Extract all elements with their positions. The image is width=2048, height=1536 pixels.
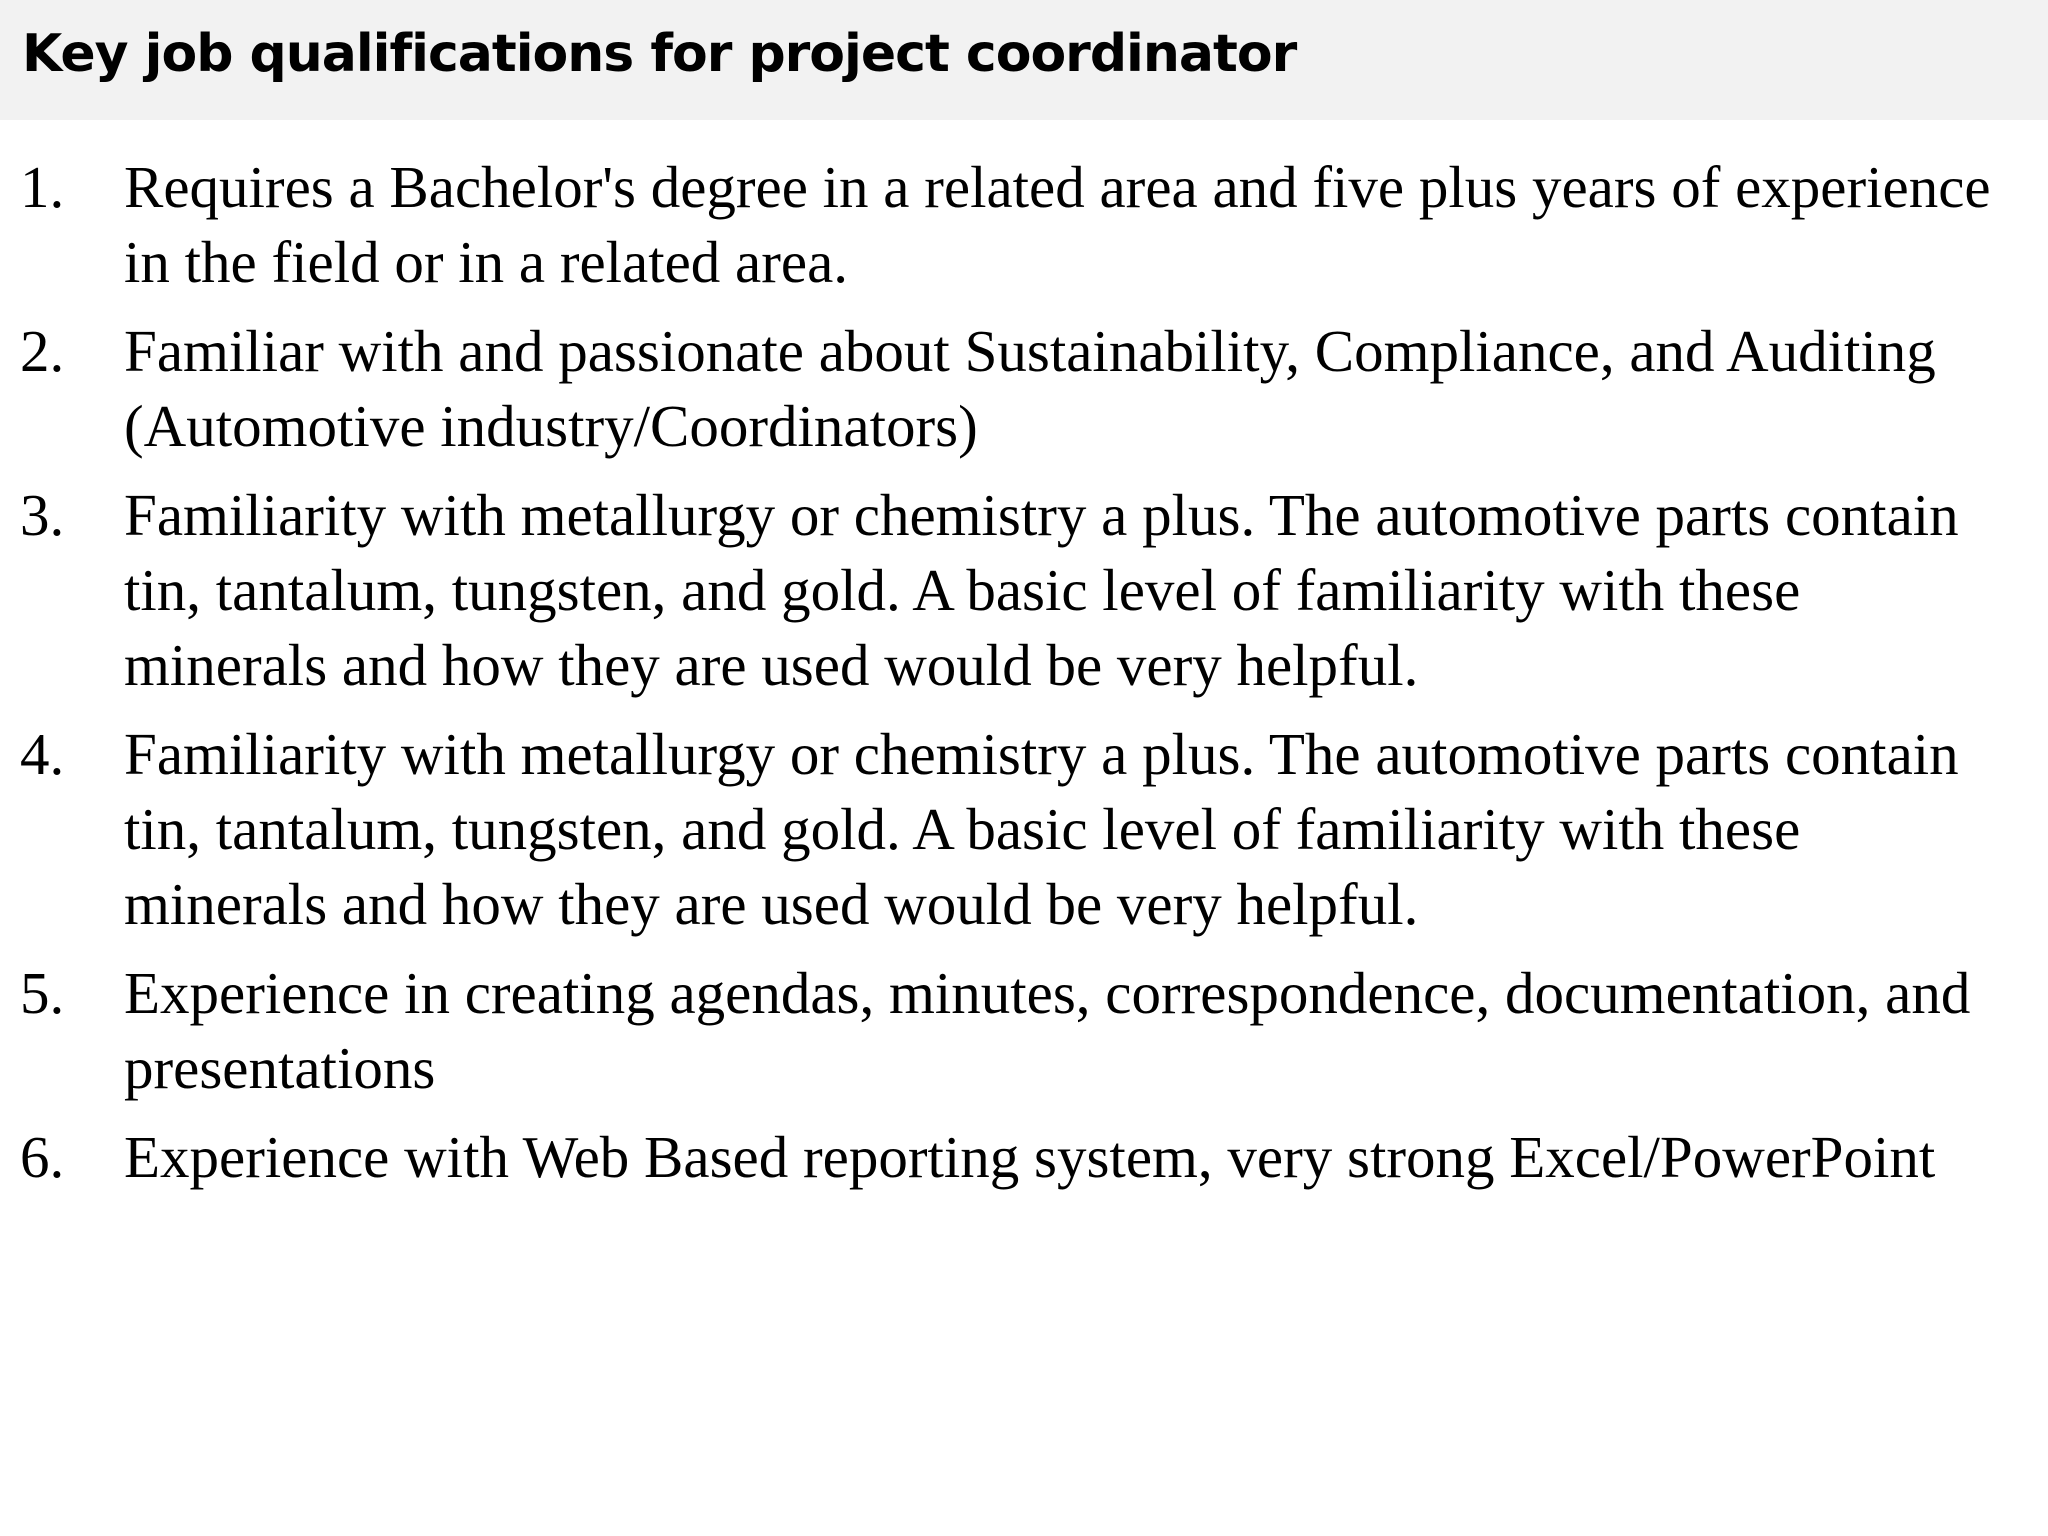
list-item (0, 956, 2048, 1106)
list-item-number: 3. (20, 482, 65, 548)
list-item (0, 478, 2048, 703)
qualifications-list (0, 150, 2048, 1209)
list-item-number: 1. (20, 154, 65, 220)
list-item-text: Experience in creating agendas, minutes, correspondence, documentation, and presentations (124, 960, 1971, 1101)
list-item-number: 2. (20, 318, 65, 384)
list-item-text: Familiarity with metallurgy or chemistry a plus. The automotive parts contain tin, tantalum, tungsten, and gold. A basic level of familiarity with these minerals and how they are used would be very helpful. (124, 482, 1959, 698)
list-item-number: 4. (20, 721, 65, 787)
list-item (0, 314, 2048, 464)
list-item (0, 717, 2048, 942)
list-item-text: Requires a Bachelor's degree in a related area and five plus years of experience in the field or in a related area. (124, 154, 1991, 295)
page-title: Key job qualifications for project coordinator (22, 24, 1297, 84)
list-item-text: Familiar with and passionate about Sustainability, Compliance, and Auditing (Automotive industry/Coordinators) (124, 318, 1936, 459)
list-item (0, 150, 2048, 300)
list-item-number: 5. (20, 960, 65, 1026)
list-item-text: Experience with Web Based reporting system, very strong Excel/PowerPoint (124, 1124, 1936, 1190)
title-bar (0, 0, 2048, 120)
list-item-text: Familiarity with metallurgy or chemistry a plus. The automotive parts contain tin, tantalum, tungsten, and gold. A basic level of familiarity with these minerals and how they are used would be very helpful. (124, 721, 1959, 937)
list-item (0, 1120, 2048, 1195)
list-item-number: 6. (20, 1124, 65, 1190)
